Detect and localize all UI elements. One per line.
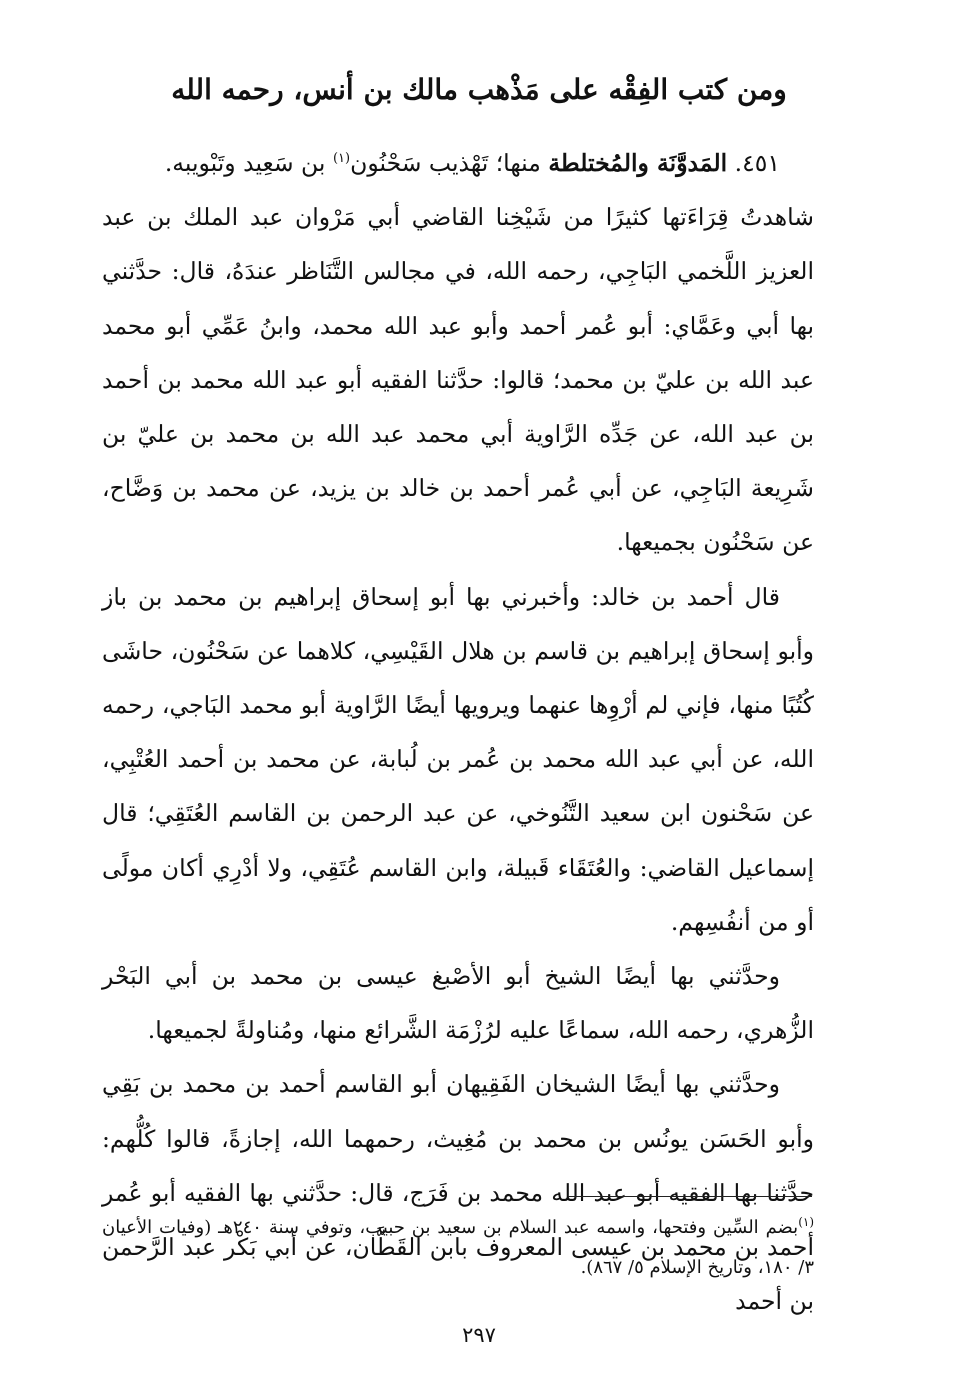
paragraph: وحدَّثني بها أيضًا الشيخان الفَقِيهان أبو القاسم أحمد بن محمد بن بَقِي وأبو الحَسَن يونُس بن محمد بن مُغِيث، رحمهما الله، إجازةً، قالوا كُلُّهم: حدَّثنا بها الفقيه أبو عبد الله محمد بن فَرَج، قال: حدَّثني بها الفقيه أبو عُمر أحمد بن محمد بن عيسى المعروف بابن القَطَّان، عن أبي بَكْر عبد الرَّحمن بن أحمد (102, 1070, 814, 1316)
entry-title: المَدوَّنَة والمُختلطة (548, 149, 728, 177)
entry-text: منها؛ تَهْذيب سَحْنُون (350, 149, 549, 177)
footnote (102, 1208, 814, 1288)
entry-number: ٤٥١. (734, 149, 780, 177)
paragraph: وحدَّثني بها أيضًا الشيخ أبو الأصْبغ عيسى بن محمد بن أبي البَحْر الزُّهري، رحمه الله، سماعًا عليه لرُزْمَة الشَّرائع منها، ومُناولةً لجميعها. (102, 962, 814, 1045)
paragraph: قال أحمد بن خالد: وأخبرني بها أبو إسحاق إبراهيم بن محمد بن باز وأبو إسحاق إبراهيم بن قاسم بن هلال القَيْسِي، كلاهما عن سَحْنُون، حاشَى كُتُبًا منها، فإني لم أرْوِها عنهما ويرويها أيضًا الرَّاوية أبو محمد البَاجي، رحمه الله، عن أبي عبد الله محمد بن عُمر بن لُبابة، عن محمد بن أحمد العُتْبِي، عن سَحْنون ابن سعيد التَّنُوخي، عن عبد الرحمن بن القاسم العُتَقِي؛ قال إسماعيل القاضي: والعُتَقَاء قَبيلة، وابن القاسم عُتَقِي، ولا أدْرِي أكان مولًى أو من أنفُسِهم. (102, 582, 814, 936)
entry-text-end: بن سَعِيد وتَبْويبه. (164, 149, 333, 177)
footnote-text: بضم السِّين وفتحها، واسمه عبد السلام بن سعيد بن حبيب، وتوفي سنة ٢٤٠هـ (وفيات الأعيان ٣/ ١٨٠، وتاريخ الإسلام ٥/ ٨٦٧). (102, 1217, 814, 1278)
section-heading: ومن كتب الفِقْه على مَذْهب مالك بن أنس، رحمه الله (171, 73, 787, 106)
footnote-reference[interactable]: (١) (332, 151, 351, 167)
page-number: ٢٩٧ (462, 1323, 496, 1347)
entry-line (102, 136, 814, 190)
footnote-mark: (١) (798, 1215, 815, 1229)
main-text (102, 136, 814, 1328)
paragraph: شاهدتُ قِرَاءَتها كثيرًا من شَيْخِنا القاضي أبي مَرْوان عبد الملك بن عبد العزيز اللَّخمي البَاجِي، رحمه الله، في مجالس التَّنَاظر عندَهُ، قال: حدَّثني بها أبي وعَمَّاي: أبو عُمر أحمد وأبو عبد الله محمد، وابنُ عَمِّي أبو محمد عبد الله بن عليّ بن محمد؛ قالوا: حدَّثنا الفقيه أبو عبد الله محمد بن أحمد بن عبد الله، عن جَدِّه الرَّاوية أبي محمد عبد الله بن محمد بن عليّ بن شَرِيعة البَاجِي، عن أبي عُمر أحمد بن خالد بن يزيد، عن محمد بن وَضَّاح، عن سَحْنُون بجميعها. (102, 203, 814, 557)
footnote-divider (568, 1196, 812, 1197)
